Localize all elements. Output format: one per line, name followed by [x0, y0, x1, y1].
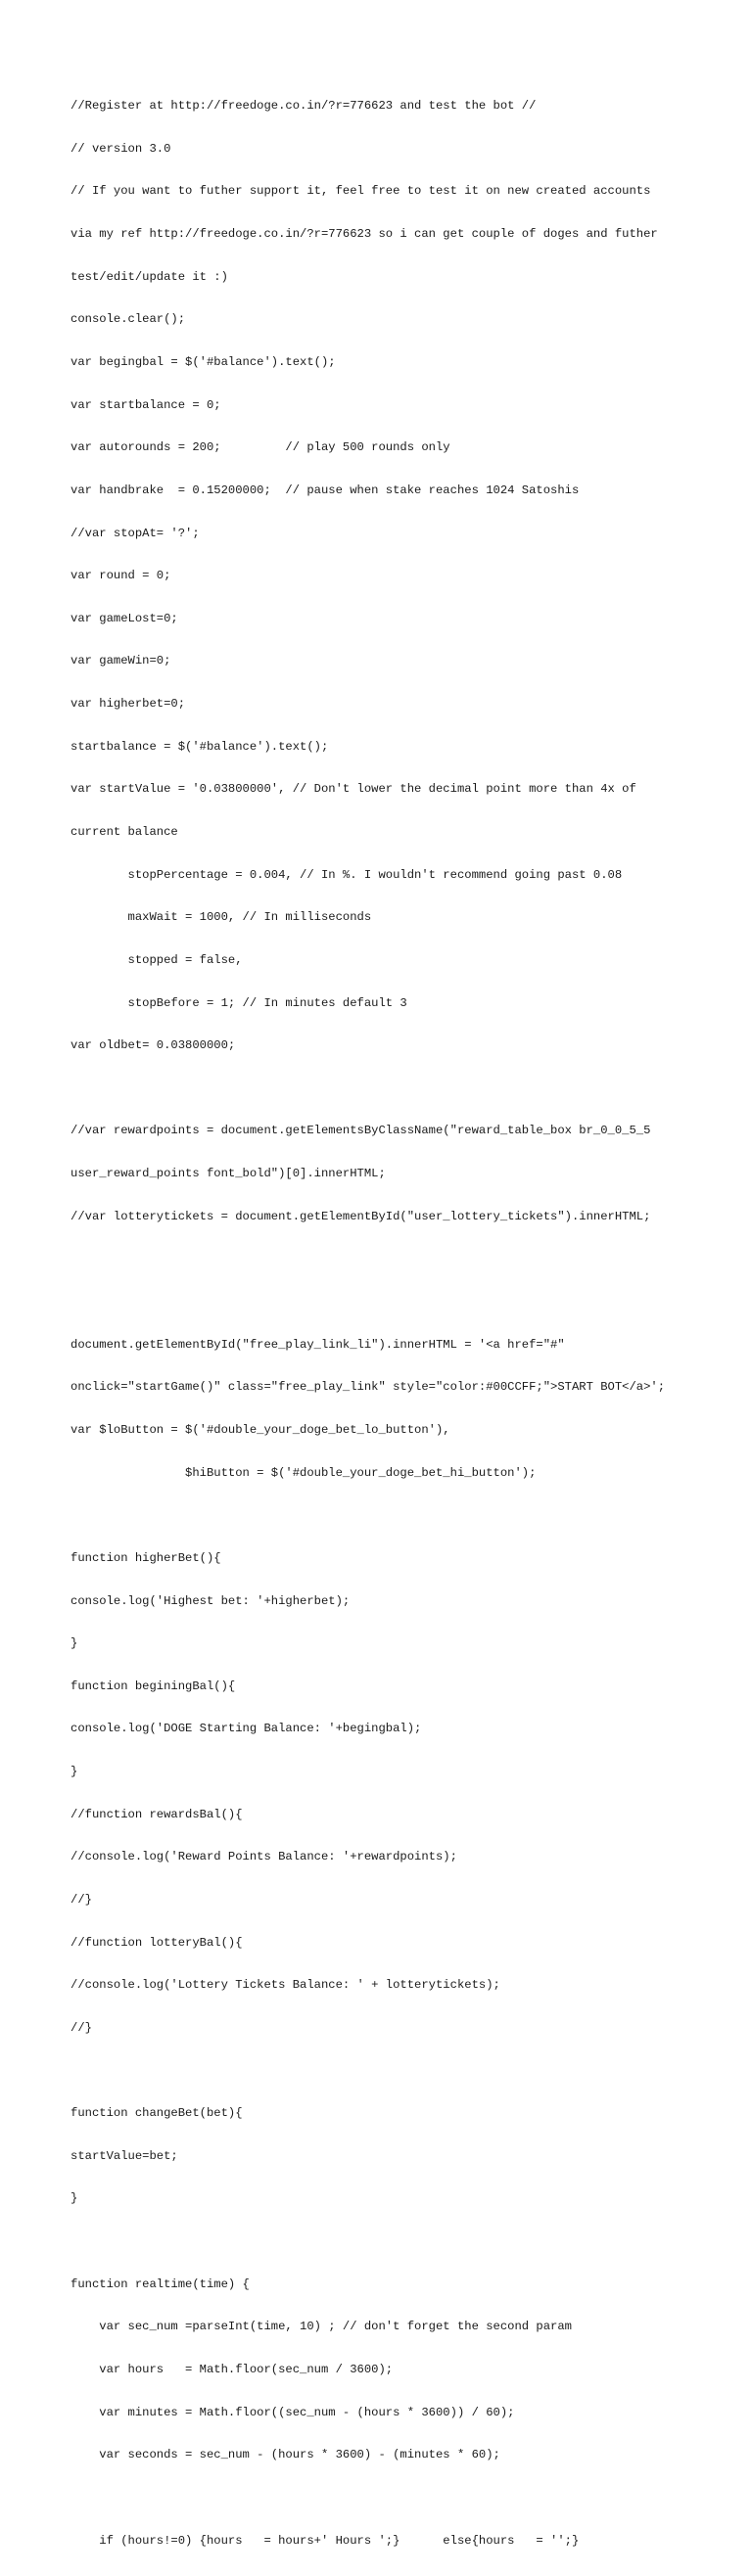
code-line: [70, 2064, 717, 2079]
code-line: console.log('Highest bet: '+higherbet);: [70, 1593, 351, 1608]
code-line: [70, 1295, 717, 1310]
code-line: var handbrake = 0.15200000; // pause when stake reaches 1024 Satoshis: [70, 483, 580, 497]
code-line: var higherbet=0;: [70, 697, 186, 712]
code-line: startValue=bet;: [70, 2148, 178, 2163]
code-line: function beginingBal(){: [70, 1679, 236, 1693]
code-line: }: [70, 2191, 78, 2206]
code-line: current balance: [70, 824, 178, 839]
code-line: document.getElementById("free_play_link_li").innerHTML = '<a href="#": [70, 1337, 565, 1352]
code-line: test/edit/update it :): [70, 269, 228, 284]
code-line: [70, 1508, 717, 1523]
code-line: var minutes = Math.floor((sec_num - (hours * 3600)) / 60);: [70, 2405, 515, 2419]
code-line: function higherBet(){: [70, 1550, 221, 1565]
code-line: function realtime(time) {: [70, 2277, 250, 2291]
code-line: // If you want to futher support it, feel free to test it on new created accounts: [70, 184, 651, 199]
code-line: stopped = false,: [70, 952, 243, 967]
code-line: [70, 1252, 717, 1266]
code-line: console.log('DOGE Starting Balance: '+begingbal);: [70, 1722, 422, 1736]
code-line: //}: [70, 2020, 92, 2035]
code-line: var begingbal = $('#balance').text();: [70, 354, 336, 369]
code-line: }: [70, 1636, 78, 1651]
code-line: if (hours!=0) {hours = hours+' Hours ';} else{hours = '';}: [70, 2533, 580, 2548]
code-line: var round = 0;: [70, 569, 171, 583]
code-line: var seconds = sec_num - (hours * 3600) - (minutes * 60);: [70, 2448, 500, 2462]
code-line: }: [70, 1765, 78, 1779]
code-line: stopBefore = 1; // In minutes default 3: [70, 995, 407, 1010]
code-line: //Register at http://freedoge.co.in/?r=776623 and test the bot //: [70, 99, 537, 114]
code-line: var hours = Math.floor(sec_num / 3600);: [70, 2363, 394, 2377]
code-line: //var rewardpoints = document.getElementsByClassName("reward_table_box br_0_0_5_5: [70, 1124, 651, 1138]
code-line: var oldbet= 0.03800000;: [70, 1038, 236, 1053]
code-line: stopPercentage = 0.004, // In %. I wouldn't recommend going past 0.08: [70, 867, 623, 882]
code-line: onclick="startGame()" class="free_play_link" style="color:#00CCFF;">START BOT</a>';: [70, 1380, 666, 1395]
code-line: var startValue = '0.03800000', // Don't lower the decimal point more than 4x of: [70, 782, 636, 797]
code-line: //function lotteryBal(){: [70, 1935, 243, 1950]
code-line: //var stopAt= '?';: [70, 526, 200, 540]
code-line: var $loButton = $('#double_your_doge_bet_lo_button'),: [70, 1422, 450, 1437]
code-line: var gameLost=0;: [70, 611, 178, 625]
code-line: //}: [70, 1893, 92, 1907]
code-line: var gameWin=0;: [70, 654, 171, 668]
code-line: //var lotterytickets = document.getElementById("user_lottery_tickets").innerHTML;: [70, 1209, 651, 1223]
code-line: //function rewardsBal(){: [70, 1807, 243, 1821]
code-line: var sec_num =parseInt(time, 10) ; // don't forget the second param: [70, 2320, 572, 2334]
code-line: [70, 2234, 717, 2249]
code-line: //console.log('Reward Points Balance: '+rewardpoints);: [70, 1850, 457, 1864]
code-line: maxWait = 1000, // In milliseconds: [70, 910, 372, 925]
code-line: [70, 2491, 717, 2506]
code-line: function changeBet(bet){: [70, 2106, 243, 2121]
code-line: startbalance = $('#balance').text();: [70, 739, 329, 754]
code-line: var startbalance = 0;: [70, 397, 221, 412]
code-line: $hiButton = $('#double_your_doge_bet_hi_button');: [70, 1465, 537, 1480]
code-line: [70, 1081, 717, 1096]
code-line: user_reward_points font_bold")[0].innerHTML;: [70, 1167, 386, 1181]
code-line: var autorounds = 200; // play 500 rounds only: [70, 440, 450, 455]
code-line: console.clear();: [70, 312, 186, 327]
code-line: //console.log('Lottery Tickets Balance: ' + lotterytickets);: [70, 1978, 500, 1993]
code-line: // version 3.0: [70, 141, 171, 156]
code-line: via my ref http://freedoge.co.in/?r=776623 so i can get couple of doges and futher: [70, 227, 658, 242]
code-block: [70, 70, 717, 2576]
